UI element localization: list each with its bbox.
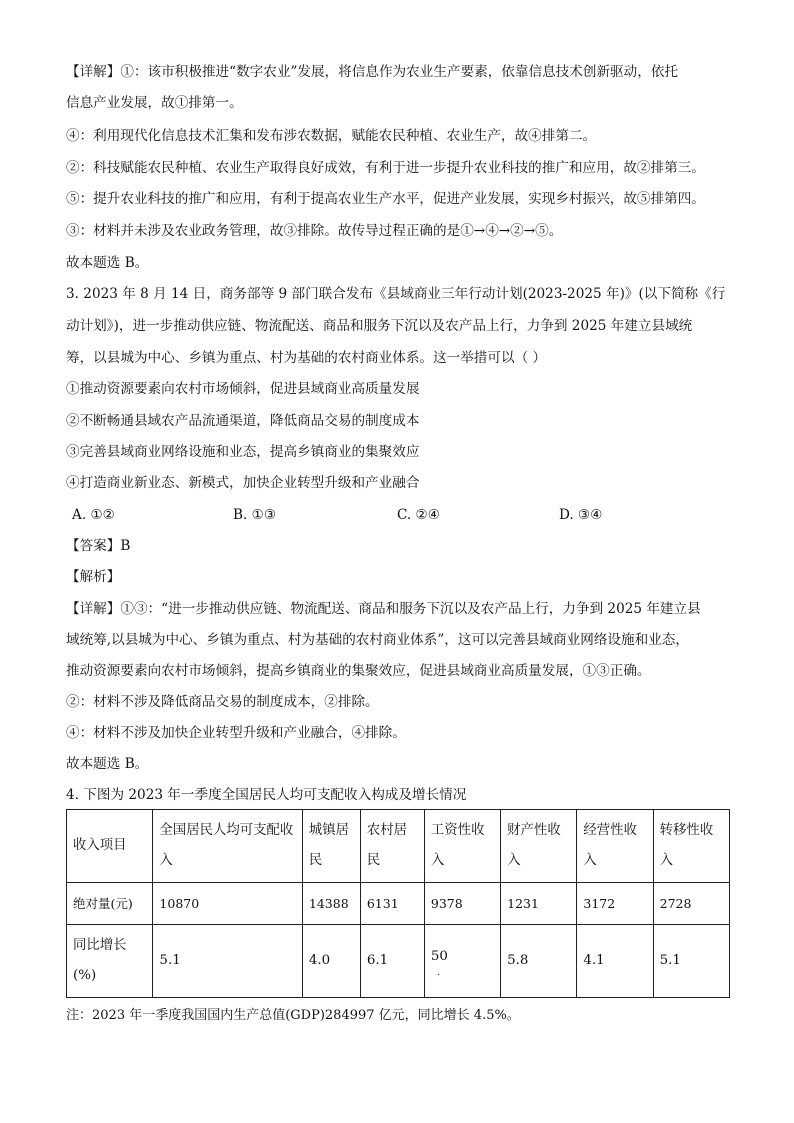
text-line: 故本题选 B。 bbox=[66, 756, 149, 772]
stray-dot: · bbox=[436, 970, 441, 981]
table-note: 注：2023 年一季度我国国内生产总值(GDP)284997 亿元，同比增长 4.5%。 bbox=[66, 1008, 520, 1023]
statement-2: ②不断畅通县域农产品流通渠道，降低商品交易的制度成本 bbox=[66, 413, 420, 429]
table-cell: 收入项目 bbox=[67, 810, 153, 883]
table-cell: 工资性收入 bbox=[424, 810, 500, 883]
table-cell: 10870 bbox=[153, 883, 302, 925]
table-row bbox=[67, 883, 730, 925]
answer-label: 【答案】B bbox=[66, 538, 131, 554]
question-4-stem: 4. 下图为 2023 年一季度全国居民人均可支配收入构成及增长情况 bbox=[66, 787, 467, 803]
question-3-stem: 筹，以县城为中心、乡镇为重点、村为基础的农村商业体系。这一举措可以（ ） bbox=[66, 350, 547, 366]
text-line: 【详解】①：该市积极推进“数字农业”发展，将信息作为农业生产要素，依靠信息技术创新驱动，依托 bbox=[66, 64, 679, 80]
growth-wage-value: 50 bbox=[430, 949, 448, 964]
table-cell: 6131 bbox=[360, 883, 424, 925]
table-row bbox=[67, 925, 730, 998]
table-cell: 全国居民人均可支配收入 bbox=[153, 810, 302, 883]
question-3-stem: 3. 2023 年 8 月 14 日，商务部等 9 部门联合发布《县域商业三年行动计划(2023-2025 年)》(以下简称《行 bbox=[66, 286, 726, 302]
statement-4: ④打造商业新业态、新模式，加快企业转型升级和产业融合 bbox=[66, 475, 420, 491]
text-line: 故本题选 B。 bbox=[66, 255, 149, 271]
text-line: ⑤：提升农业科技的推广和应用，有利于提高农业生产水平，促进产业发展，实现乡村振兴，故⑤排第四。 bbox=[66, 191, 705, 207]
text-line: 推动资源要素向农村市场倾斜，提高乡镇商业的集聚效应，促进县域商业高质量发展，①③正确。 bbox=[66, 663, 651, 679]
table-cell: 2728 bbox=[653, 883, 729, 925]
table-cell bbox=[424, 925, 500, 998]
text-line: 信息产业发展，故①排第一。 bbox=[66, 95, 243, 111]
table-header-row bbox=[67, 810, 730, 883]
table-cell: 5.1 bbox=[653, 925, 729, 998]
text-line: ④：利用现代化信息技术汇集和发布涉农数据，赋能农民种植、农业生产，故④排第二。 bbox=[66, 128, 597, 144]
table-cell: 4.1 bbox=[577, 925, 653, 998]
option-d[interactable]: D. ③④ bbox=[559, 507, 603, 523]
option-a[interactable]: A. ①② bbox=[72, 507, 115, 523]
table-cell: 5.8 bbox=[501, 925, 577, 998]
question-3-stem: 动计划》)，进一步推动供应链、物流配送、商品和服务下沉以及农产品上行，力争到 2025 年建立县域统 bbox=[66, 318, 693, 334]
table-cell: 财产性收入 bbox=[501, 810, 577, 883]
table-cell: 9378 bbox=[424, 883, 500, 925]
text-line: 【详解】①③：“进一步推动供应链、物流配送、商品和服务下沉以及农产品上行，力争到 2025 年建立县 bbox=[66, 601, 701, 617]
table-cell: 转移性收入 bbox=[653, 810, 729, 883]
table-cell: 城镇居民 bbox=[302, 810, 360, 883]
table-cell: 14388 bbox=[302, 883, 360, 925]
table-cell: 同比增长(%) bbox=[67, 925, 153, 998]
table-cell: 1231 bbox=[501, 883, 577, 925]
text-line: 域统筹,以县城为中心、乡镇为重点、村为基础的农村商业体系”，这可以完善县域商业网络设施和业态， bbox=[66, 632, 689, 648]
text-line: ②：材料不涉及降低商品交易的制度成本，②排除。 bbox=[66, 694, 379, 710]
statement-3: ③完善县域商业网络设施和业态，提高乡镇商业的集聚效应 bbox=[66, 444, 420, 460]
analysis-label: 【解析】 bbox=[66, 569, 121, 585]
table-cell: 5.1 bbox=[153, 925, 302, 998]
option-b[interactable]: B. ①③ bbox=[233, 507, 277, 523]
option-c[interactable]: C. ②④ bbox=[397, 507, 440, 523]
table-cell: 绝对量(元) bbox=[67, 883, 153, 925]
table-cell: 农村居民 bbox=[360, 810, 424, 883]
text-line: ②：科技赋能农民种植、农业生产取得良好成效，有利于进一步提升农业科技的推广和应用，故②排第三。 bbox=[66, 160, 705, 176]
table-cell: 6.1 bbox=[360, 925, 424, 998]
table-cell: 3172 bbox=[577, 883, 653, 925]
text-line: ④：材料不涉及加快企业转型升级和产业融合，④排除。 bbox=[66, 725, 406, 741]
income-table bbox=[66, 809, 730, 998]
table-cell: 经营性收入 bbox=[577, 810, 653, 883]
text-line: ③：材料并未涉及农业政务管理，故③排除。故传导过程正确的是①→④→②→⑤。 bbox=[66, 223, 563, 239]
statement-1: ①推动资源要素向农村市场倾斜，促进县域商业高质量发展 bbox=[66, 381, 420, 397]
table-cell: 4.0 bbox=[302, 925, 360, 998]
